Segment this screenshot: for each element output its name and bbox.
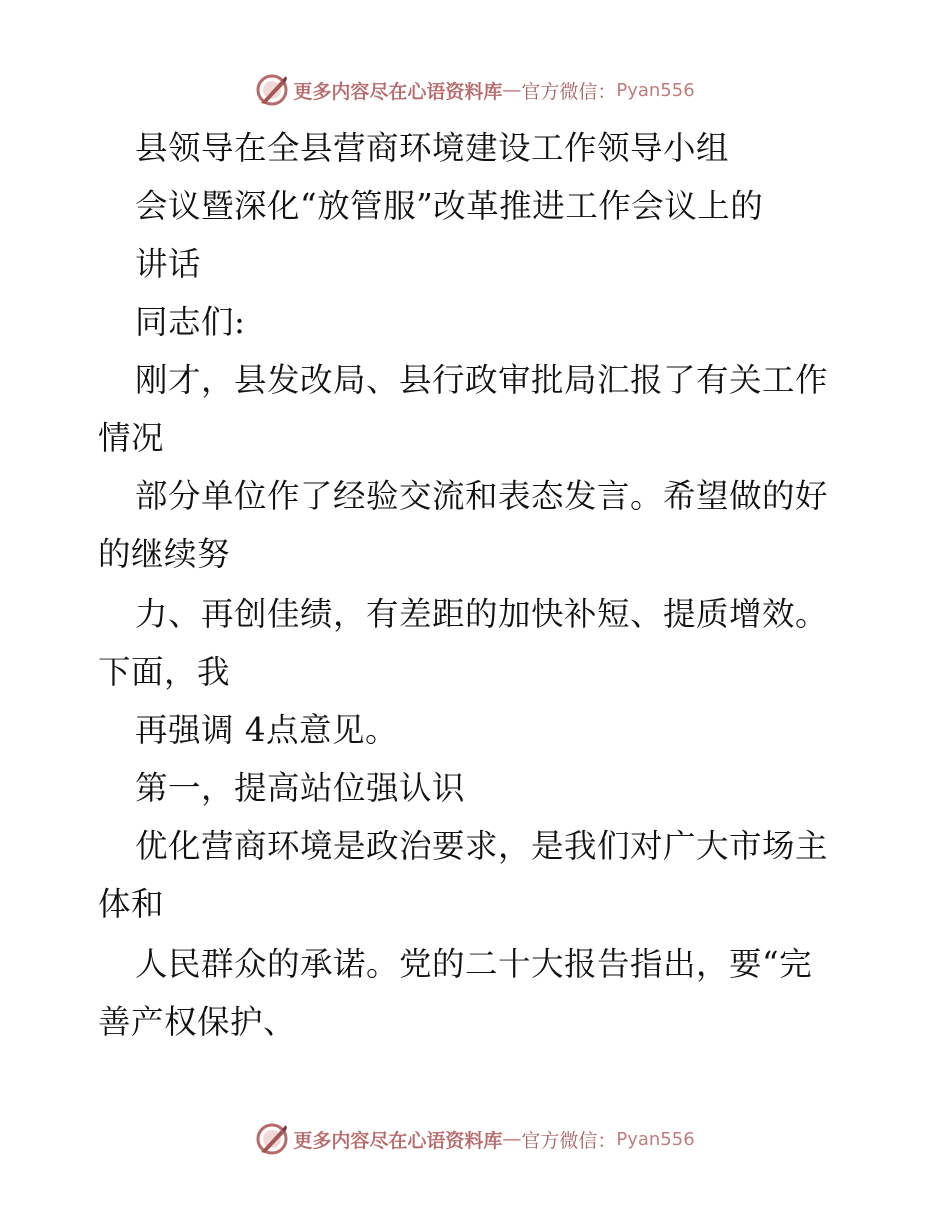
- watermark-wechat-id: Pyan556: [616, 1128, 695, 1150]
- quill-pen-logo-icon: [255, 73, 289, 107]
- paragraph-line: 刚才，县发改局、县行政审批局汇报了有关工作: [135, 361, 829, 399]
- header-watermark: [0, 70, 950, 110]
- title-line-2: 会议暨深化“放管服”改革推进工作会议上的: [135, 187, 764, 225]
- paragraph-line: 再强调 4点意见。: [135, 711, 399, 749]
- paragraph-line: 善产权保护、: [98, 1003, 297, 1041]
- paragraph-line: 力、再创佳绩，有差距的加快补短、提质增效。: [135, 595, 829, 633]
- quill-pen-logo-icon: [255, 1122, 289, 1156]
- paragraph-line: 情况: [98, 419, 165, 457]
- footer-watermark: [0, 1119, 950, 1159]
- paragraph-line: 部分单位作了经验交流和表态发言。希望做的好: [135, 477, 829, 515]
- watermark-brand: 更多内容尽在心语资料库: [293, 80, 503, 103]
- title-line-3: 讲话: [135, 245, 202, 283]
- watermark-separator: —: [502, 79, 522, 101]
- watermark-official-label: 官方微信：: [521, 80, 617, 103]
- watermark-separator: —: [502, 1128, 522, 1150]
- salutation: 同志们:: [135, 303, 246, 341]
- paragraph-line: 的继续努: [98, 535, 231, 573]
- paragraph-line: 下面，我: [98, 653, 231, 691]
- paragraph-line: 优化营商环境是政治要求，是我们对广大市场主: [135, 827, 829, 865]
- paragraph-line: 体和: [98, 885, 165, 923]
- section-heading: 第一，提高站位强认识: [135, 769, 466, 807]
- paragraph-line: 人民群众的承诺。党的二十大报告指出，要“完: [135, 945, 813, 983]
- title-line-1: 县领导在全县营商环境建设工作领导小组: [135, 129, 730, 167]
- watermark-wechat-id: Pyan556: [616, 79, 695, 101]
- watermark-brand: 更多内容尽在心语资料库: [293, 1129, 503, 1152]
- watermark-official-label: 官方微信：: [521, 1129, 617, 1152]
